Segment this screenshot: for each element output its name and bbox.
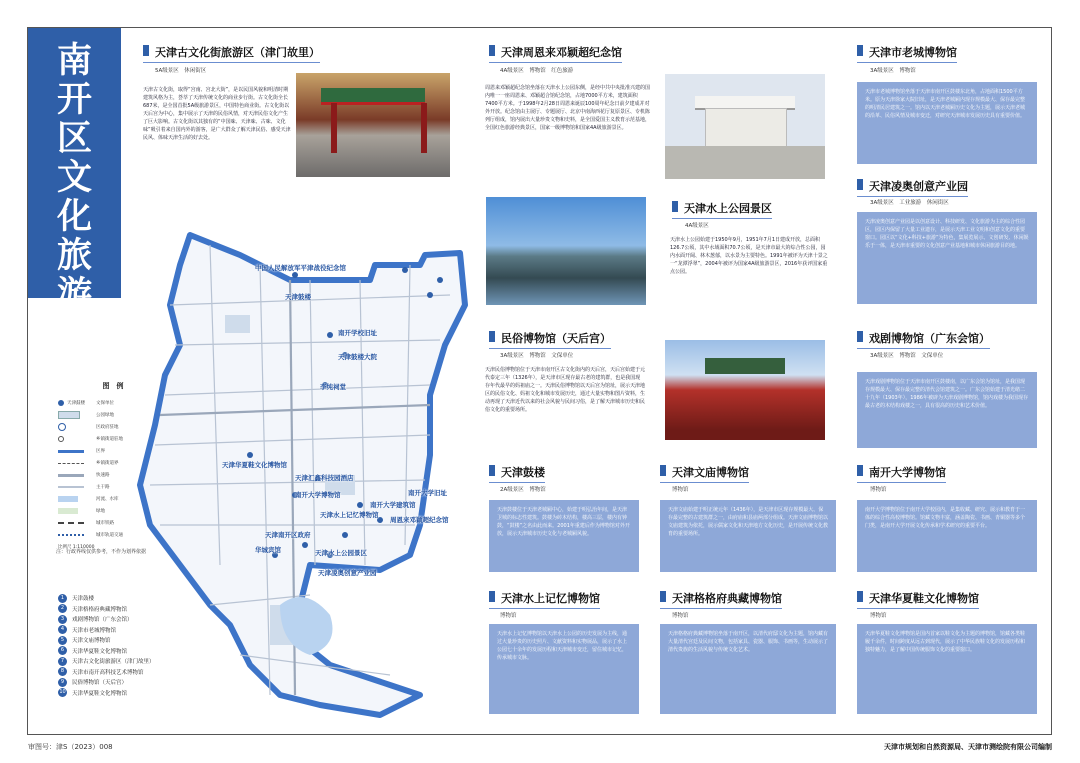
section-tags: 3A级景区 博物馆 文保单位 xyxy=(500,353,574,359)
map-legend xyxy=(58,381,168,553)
legend-item: 城市轨道交通 xyxy=(58,529,168,541)
section-title-oldcity: 天津市老城博物馆 xyxy=(857,44,957,63)
legend-title: 图 例 xyxy=(102,382,124,390)
legend-item: 乡镇街道界 xyxy=(58,457,168,469)
section-tags: 5A级景区 休闲街区 xyxy=(155,68,207,74)
section-tags: 博物馆 xyxy=(870,613,887,619)
section-tags: 3A级景区 博物馆 xyxy=(870,68,916,74)
list-item: 7 天津古文化街旅游区（津门故里） xyxy=(58,656,155,667)
map-label-gulou-yard: 天津鼓楼大院 xyxy=(338,353,377,361)
page-title: 南 开 区 文 化 旅 游 xyxy=(56,41,92,315)
map-label-zhou: 周恩来邓颖超纪念馆 xyxy=(390,516,449,524)
poi-list xyxy=(58,593,155,698)
section-title-nku: 南开大学博物馆 xyxy=(857,464,946,483)
section-desc: 天津水上公园始建于1950年9月，1951年7月1日建成开放，总面积126.7公顷，其中水域面积70.7公顷，是天津市最大的综合性公园，园内水面开阔、林木葱郁，以水景为主要特色。1991年被评为天津十景之一“龙潭浮翠”，2004年被评为国家4A级旅游景区，2016年获评国家重点公园。 xyxy=(670,237,828,275)
photo-ancient-culture-street xyxy=(296,73,450,177)
map-label-nku-arch: 南开大学建筑馆 xyxy=(370,501,416,509)
list-item: 4 天津市老城博物馆 xyxy=(58,625,155,636)
section-title-lingao: 天津凌奥创意产业园 xyxy=(857,178,968,197)
legend-item: 河流、水库 xyxy=(58,493,168,505)
section-tags: 4A级景区 博物馆 红色旅游 xyxy=(500,68,574,74)
section-desc-box: 天津市老城博物馆坐落于天津市南开区鼓楼东北角，占地面积1500平方米。原为天津徐家大院旧址，是天津老城厢内现存规模最大、保存最完整的明清民居建筑之一。馆内以天津老城厢历史文化为主题，展示天津老城的沿革、民俗风情及城市变迁，对研究天津城市发展历史具有重要价值。 xyxy=(857,82,1037,164)
section-desc: 天津古文化街，取得“宫南、宫北大街”，是以民国风貌和明清时期建筑风格为主，荟萃了天津传统文化的商业步行街。古文化街全长687米，是全国首批5A级旅游景区，中国特色商业街。古文化街以天后宫为中心，集中展示了天津的民俗风情，对天津民俗文化产生了巨大影响。古文化街以其独有的“中国味、天津味、古味、文化味”吸引着来自国内外的游客，是广大群众了解天津民俗、感受天津民风、体味天津生活的好去处。 xyxy=(143,87,291,141)
map-label-nku-old: 南开大学旧址 xyxy=(408,489,447,497)
list-item: 2 天津格格府典藏博物馆 xyxy=(58,604,155,615)
legend-item: 公园绿地 xyxy=(58,409,168,421)
map-label-gov: 天津南开区政府 xyxy=(265,531,311,539)
map-label-water-park: 天津水上公园景区 xyxy=(315,549,367,557)
map-label-water-memory: 天津水上记忆博物馆 xyxy=(320,511,379,519)
section-desc-box: 天津水上记忆博物馆以天津水上公园的历史发展为主线，通过大量珍贵的历史照片、文献资料和实物展品，展示了水上公园七十余年的发展历程和天津城市变迁，留住城市记忆，传承城市文脉。 xyxy=(489,624,639,714)
photo-zhou-memorial xyxy=(665,74,825,179)
section-title-huaxia: 天津华夏鞋文化博物馆 xyxy=(857,590,979,609)
legend-item: 区界 xyxy=(58,445,168,457)
legend-item: 快速路 xyxy=(58,469,168,481)
section-tags: 2A级景区 博物馆 xyxy=(500,487,546,493)
map-label-nankai-school: 南开学校旧址 xyxy=(338,329,377,337)
map-label-huixin: 天津汇鑫科技园酒店 xyxy=(295,474,354,482)
list-item: 3 戏剧博物馆（广东会馆） xyxy=(58,614,155,625)
legend-item: 乡镇街道驻地 xyxy=(58,433,168,445)
list-item: 6 天津华夏鞋文化博物馆 xyxy=(58,646,155,657)
section-desc-box: 天津鼓楼位于天津老城厢中心，始建于明弘治年间，是天津卫城的标志性建筑。鼓楼为砖木结构，楼高三层，楼内有钟鼓，“鼓楼”之名由此而来。2001年重建后作为博物馆对外开放，展示天津城市历史文化与老城厢风貌。 xyxy=(489,500,639,572)
list-item: 5 天津文庙博物馆 xyxy=(58,635,155,646)
section-title-opera: 戏剧博物馆（广东会馆） xyxy=(857,330,990,349)
section-title-zhou: 天津周恩来邓颖超纪念馆 xyxy=(489,44,622,63)
section-desc-box: 天津文庙始建于明正统元年（1436年），是天津市区现存规模最大、保存最完整的古建筑群之一，由府庙和县庙两部分组成。天津文庙博物馆以文庙建筑为依托，展示儒家文化和天津地方文化历史，是开展传统文化教育的重要场所。 xyxy=(660,500,836,572)
section-title-gege: 天津格格府典藏博物馆 xyxy=(660,590,782,609)
section-desc-box: 天津华夏鞋文化博物馆是国内首家以鞋文化为主题的博物馆，馆藏各类鞋履千余件，时间跨度从远古到现代，展示了中华民族鞋文化的发展历程和独特魅力，是了解中国传统服饰文化的重要窗口。 xyxy=(857,624,1037,714)
section-title-drum: 天津鼓楼 xyxy=(489,464,545,483)
legend-item: 区政府驻地 xyxy=(58,421,168,433)
list-item: 1 天津鼓楼 xyxy=(58,593,155,604)
list-item: 9 民俗博物馆（天后宫） xyxy=(58,677,155,688)
section-title-water: 天津水上公园景区 xyxy=(672,200,772,219)
photo-tianhou-temple xyxy=(665,340,825,440)
list-item: 10 天津华夏鞋文化博物馆 xyxy=(59,689,128,697)
map-label-huaxia-shoe: 天津华夏鞋文化博物馆 xyxy=(222,461,287,469)
list-item: 8 天津市南开高科技艺术博物馆 xyxy=(58,667,155,678)
section-desc: 周恩来邓颖超纪念馆坐落在天津水上公园东侧，是经中共中央批准兴建的国内唯一一座周恩来、邓颖超合馆纪念馆，占地7000平方米，建筑面积7400平方米。于1998年2月28日周恩来诞辰100周年纪念日前夕建成并对外开放。纪念馆由主展厅、专题展厅、北京中南海西花厅复原景区、专机陈列厅组成，馆内展出大量珍贵文物和史料，是全国爱国主义教育示范基地，全国红色旅游经典景区，国家一级博物馆和国家4A级旅游景区。 xyxy=(485,85,650,131)
map-label-gulou: 天津鼓楼 xyxy=(285,293,311,301)
section-desc-box: 天津戏剧博物馆位于天津市南开区鼓楼南，以广东会馆为馆址，是我国现存规模最大、保存最完整的清代会馆建筑之一。广东会馆始建于清光绪二十九年（1903年），1986年被辟为天津戏剧博物馆，馆内戏楼为我国现存最古老的木结构戏楼之一，具有很高的历史和艺术价值。 xyxy=(857,372,1037,448)
map-label-nku-museum: 南开大学博物馆 xyxy=(295,491,341,499)
section-tags: 博物馆 xyxy=(672,613,689,619)
map-label-huacheng: 华城宾馆 xyxy=(255,546,281,554)
map-label-pingjin: 中国人民解放军平津战役纪念馆 xyxy=(255,264,346,272)
section-desc-box: 天津凌奥创意产业园是以创意设计、科技研发、文化旅游为主的综合性园区，园区内保留了大量工业遗存，是展示天津工业文明和创意文化的重要窗口。园区以“文化+科技+旅游”为特色，集展览展示、文创研发、休闲娱乐于一体，是天津市重要的文化创意产业基地和城市休闲旅游目的地。 xyxy=(857,212,1037,304)
section-desc-box: 天津格格府典藏博物馆坐落于南开区，以清代府邸文化为主题，馆内藏有大量清代宫廷及民间文物，包括家具、瓷器、服饰、书画等，生动展示了清代贵族的生活风貌与传统文化艺术。 xyxy=(660,624,836,714)
section-desc: 天津民俗博物馆位于天津市南开区古文化街内的天后宫，天后宫始建于元代泰定三年（1326年），是天津市区现存最古老的建筑群，也是我国现存年代最早的妈祖庙之一。天津民俗博物馆以天后宫为馆址，展示天津地区的民俗文化、妈祖文化和城市发展历史，通过大量实物和图片资料，生动再现了天津近代以来的社会风貌与民间习俗，是了解天津城市历史和民俗文化的重要场所。 xyxy=(485,367,645,413)
map-label-lichun: 李纯祠堂 xyxy=(320,383,346,391)
boundary-note: 注：行政界线仅供参考，不作为划界依据 xyxy=(56,549,147,555)
section-tags: 博物馆 xyxy=(500,613,517,619)
publisher-credit: 天津市规划和自然资源局、天津市测绘院有限公司编制 xyxy=(884,743,1052,751)
legend-item: 城市铁路 xyxy=(58,517,168,529)
section-tags: 4A级景区 xyxy=(685,223,709,229)
legend-item: 天津鼓楼 文保单位 xyxy=(58,397,168,409)
section-title-confucius: 天津文庙博物馆 xyxy=(660,464,749,483)
section-desc-box: 南开大学博物馆位于南开大学校园内，是集收藏、研究、展示和教育于一体的综合性高校博物馆。馆藏文物丰富，涵盖陶瓷、书画、青铜器等多个门类，是南开大学开展文化传承和学术研究的重要平台。 xyxy=(857,500,1037,572)
section-tags: 博物馆 xyxy=(672,487,689,493)
section-tags: 3A级景区 博物馆 文保单位 xyxy=(870,353,944,359)
district-map xyxy=(130,225,480,745)
photo-water-park xyxy=(486,197,646,305)
legend-item: 绿地 xyxy=(58,505,168,517)
section-tags: 3A级景区 工业旅游 休闲街区 xyxy=(870,200,949,206)
title-panel xyxy=(28,28,121,315)
section-title-folk: 民俗博物馆（天后宫） xyxy=(489,330,611,349)
section-tags: 博物馆 xyxy=(870,487,887,493)
legend-item: 主干路 xyxy=(58,481,168,493)
section-title-gulf: 天津古文化街旅游区（津门故里） xyxy=(143,44,320,63)
map-label-lingao: 天津凌奥创意产业园 xyxy=(318,569,377,577)
section-title-memory: 天津水上记忆博物馆 xyxy=(489,590,600,609)
legend-scale: 比例尺 1:110000 xyxy=(58,545,95,550)
map-approval-number: 审图号：津S（2023）008 xyxy=(28,743,113,751)
